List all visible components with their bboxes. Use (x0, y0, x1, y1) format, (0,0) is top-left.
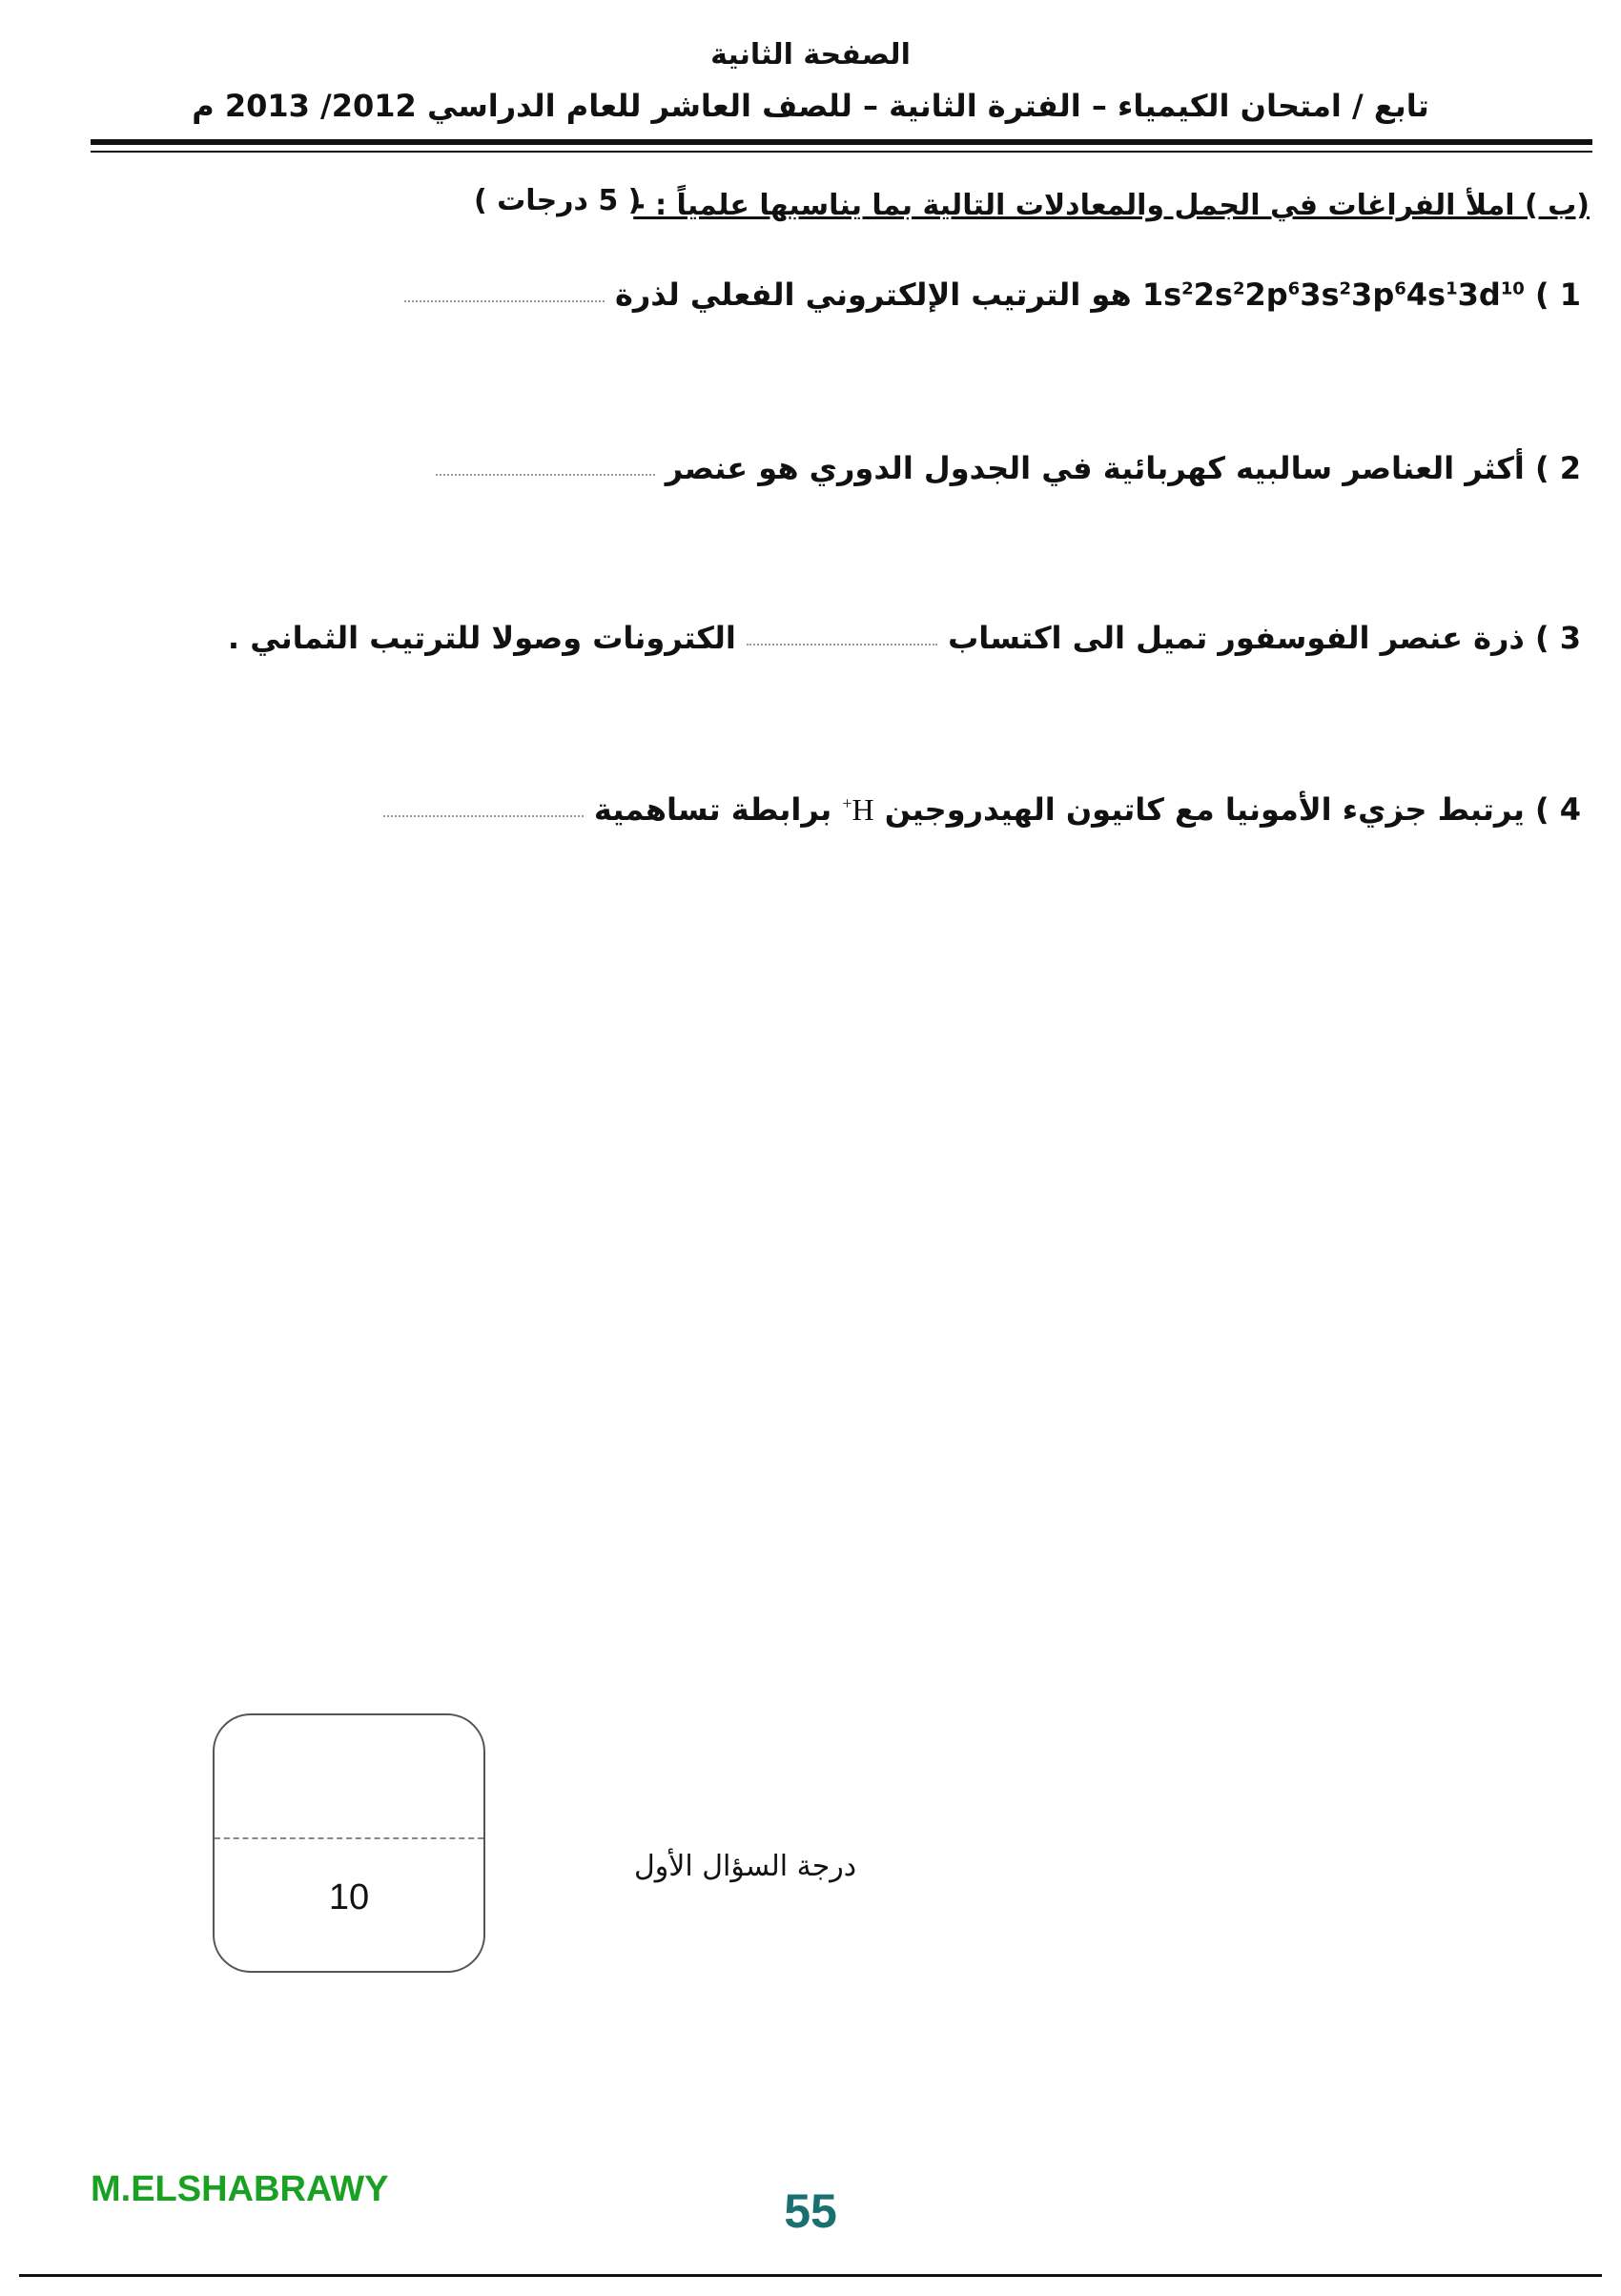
electron-configuration: $1s^22s^22p^63s^23p^64s^13d^{10}$ (1141, 277, 1525, 313)
header-rule-thick (91, 139, 1592, 145)
footer-rule (19, 2274, 1602, 2277)
exam-header: تابع / امتحان الكيمياء – الفترة الثانية – للصف العاشر للعام الدراسي 2012/ 2013 م (192, 88, 1429, 124)
grade-label: درجة السؤال الأول (634, 1850, 857, 1883)
header-rule-thin (91, 151, 1592, 153)
grade-divider (215, 1837, 483, 1839)
page-number: 55 (784, 2184, 837, 2238)
page-label: الصفحة الثانية (710, 38, 911, 72)
hydrogen-ion: H+ (842, 792, 874, 827)
question-2 (436, 450, 1581, 486)
section-title: (ب ) املأ الفراغات في الجمل والمعادلات التالية بما يناسبها علمياً : - (633, 189, 1590, 222)
grade-box (213, 1713, 485, 1973)
question-text: ذرة عنصر الفوسفور تميل الى اكتساب (948, 620, 1525, 656)
question-text-continued: الكترونات وصولا للترتيب الثماني . (227, 620, 736, 656)
question-text-continued: برابطة تساهمية (593, 791, 832, 828)
question-number: 1 ) (1534, 277, 1581, 313)
author-name: M.ELSHABRAWY (91, 2169, 389, 2209)
answer-blank[interactable] (383, 806, 584, 817)
answer-blank[interactable] (747, 634, 937, 646)
question-text: يرتبط جزيء الأمونيا مع كاتيون الهيدروجين (884, 791, 1525, 828)
question-text: أكثر العناصر سالبيه كهربائية في الجدول الدوري هو عنصر (665, 450, 1525, 486)
answer-blank[interactable] (436, 464, 655, 476)
section-marks: ( 5 درجات ) (474, 184, 642, 217)
grade-total: 10 (328, 1877, 370, 1917)
answer-blank[interactable] (404, 291, 605, 302)
question-number: 4 ) (1534, 791, 1581, 828)
question-number: 2 ) (1534, 450, 1581, 486)
question-4 (383, 791, 1581, 828)
question-3 (228, 620, 1581, 656)
question-1 (404, 277, 1581, 313)
question-text: هو الترتيب الإلكتروني الفعلي لذرة (614, 277, 1132, 313)
question-number: 3 ) (1534, 620, 1581, 656)
